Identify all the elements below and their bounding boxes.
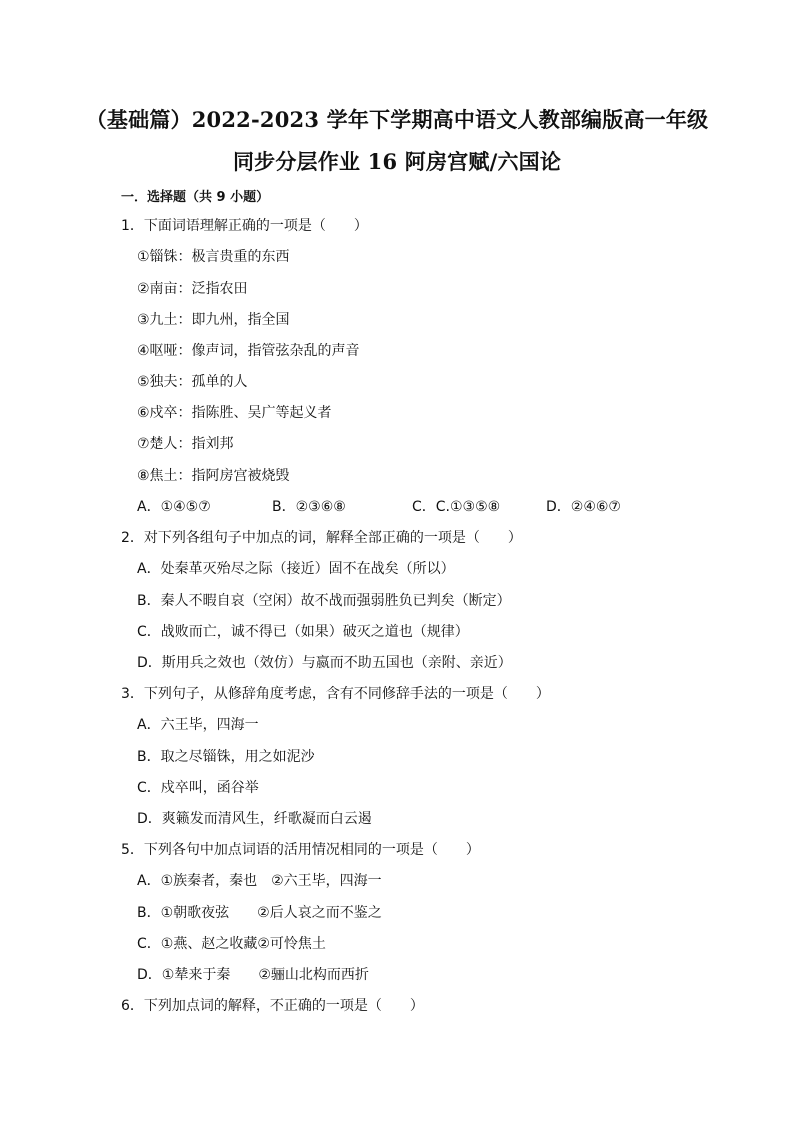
question-stem: 2．对下列各组句子中加点的词，解释全部正确的一项是（ ） [121, 530, 522, 546]
question-stem: 1．下面词语理解正确的一项是（ ） [121, 218, 368, 234]
option-a[interactable]: A．处秦革灭殆尽之际（接近）固不在战矣（所以） [137, 561, 455, 577]
option-b[interactable]: B．取之尽锱铢，用之如泥沙 [137, 749, 315, 765]
question-item: ①锱铢：极言贵重的东西 [137, 249, 290, 265]
option-d[interactable]: D．①辇来于秦 ②骊山北构而西折 [137, 967, 369, 983]
question-stem: 5．下列各句中加点词语的活用情况相同的一项是（ ） [121, 842, 480, 858]
option-c[interactable]: C．①燕、赵之收藏②可怜焦土 [137, 936, 326, 952]
choice-b[interactable]: B．②③⑥⑧ [272, 499, 346, 515]
question-item: ②南亩：泛指农田 [137, 281, 248, 297]
option-d[interactable]: D．爽籁发而清风生，纤歌凝而白云遏 [137, 811, 372, 827]
option-a[interactable]: A．①族秦者，秦也 ②六王毕，四海一 [137, 873, 382, 889]
option-b[interactable]: B．①朝歌夜弦 ②后人哀之而不鉴之 [137, 905, 382, 921]
question-stem: 3．下列句子，从修辞角度考虑，含有不同修辞手法的一项是（ ） [121, 686, 550, 702]
question-item: ⑧焦土：指阿房宫被烧毁 [137, 468, 290, 484]
question-item: ⑦楚人：指刘邦 [137, 436, 234, 452]
question-item: ③九土：即九州，指全国 [137, 312, 290, 328]
choice-a[interactable]: A．①④⑤⑦ [137, 499, 211, 515]
question-stem: 6．下列加点词的解释，不正确的一项是（ ） [121, 998, 424, 1014]
document-title: （基础篇）2022-2023 学年下学期高中语文人教部编版高一年级 [85, 107, 709, 132]
option-a[interactable]: A．六王毕，四海一 [137, 717, 259, 733]
question-item: ⑤独夫：孤单的人 [137, 374, 248, 390]
choice-c[interactable]: C．C.①③⑤⑧ [412, 499, 501, 515]
option-c[interactable]: C．戍卒叫，函谷举 [137, 780, 259, 796]
question-item: ⑥戍卒：指陈胜、吴广等起义者 [137, 405, 332, 421]
question-item: ④呕哑：像声词，指管弦杂乱的声音 [137, 343, 360, 359]
choice-d[interactable]: D．②④⑥⑦ [546, 499, 621, 515]
section-heading: 一．选择题（共 9 小题） [121, 190, 270, 205]
option-d[interactable]: D．斯用兵之效也（效仿）与嬴而不助五国也（亲附、亲近） [137, 655, 512, 671]
option-c[interactable]: C．战败而亡，诚不得已（如果）破灭之道也（规律） [137, 624, 469, 640]
document-subtitle: 同步分层作业 16 阿房宫赋/六国论 [232, 149, 562, 174]
option-b[interactable]: B．秦人不暇自哀（空闲）故不战而强弱胜负已判矣（断定） [137, 593, 511, 609]
